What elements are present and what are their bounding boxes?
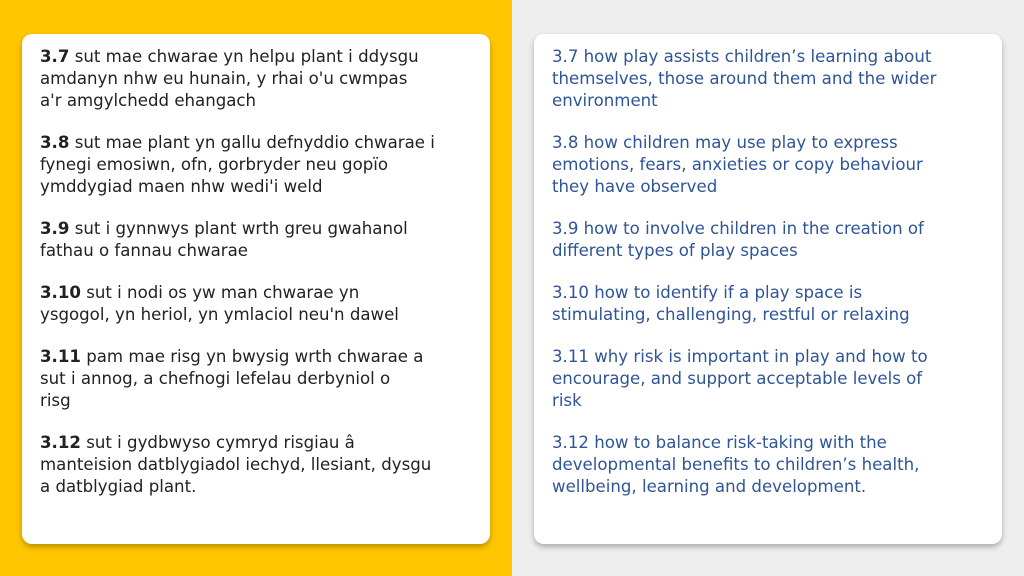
item-text: sut i gynnwys plant wrth greu gwahanol fathau o fannau chwarae (40, 219, 408, 260)
english-item-3-12: 3.12 how to balance risk-taking with the developmental benefits to children’s health, wellbeing, learning and development. (552, 433, 920, 496)
english-item-3-9: 3.9 how to involve children in the creation of different types of play spaces (552, 219, 924, 260)
item-number: 3.9 (40, 219, 70, 238)
welsh-item-3-8 (40, 132, 472, 198)
welsh-item-3-7 (40, 46, 472, 112)
welsh-item-3-11 (40, 346, 472, 412)
english-item-3-10: 3.10 how to identify if a play space is stimulating, challenging, restful or relaxing (552, 283, 910, 324)
item-text: sut mae plant yn gallu defnyddio chwarae i fynegi emosiwn, ofn, gorbryder neu gopïo ymddygiad maen nhw wedi'i weld (40, 133, 435, 196)
item-text: sut mae chwarae yn helpu plant i ddysgu amdanyn nhw eu hunain, y rhai o'u cwmpas a'r amgylchedd ehangach (40, 47, 419, 110)
item-number: 3.12 (40, 433, 81, 452)
english-item-3-8: 3.8 how children may use play to express emotions, fears, anxieties or copy behaviour they have observed (552, 133, 923, 196)
welsh-text-card (22, 34, 490, 544)
english-text-card (534, 34, 1002, 544)
item-number: 3.10 (40, 283, 81, 302)
item-text: sut i gydbwyso cymryd risgiau â manteision datblygiadol iechyd, llesiant, dysgu a datblygiad plant. (40, 433, 432, 496)
item-number: 3.7 (40, 47, 70, 66)
welsh-item-3-9 (40, 218, 472, 262)
item-text: pam mae risg yn bwysig wrth chwarae a sut i annog, a chefnogi lefelau derbyniol o risg (40, 347, 424, 410)
item-number: 3.8 (40, 133, 70, 152)
item-text: sut i nodi os yw man chwarae yn ysgogol, yn heriol, yn ymlaciol neu'n dawel (40, 283, 399, 324)
english-item-3-7: 3.7 how play assists children’s learning about themselves, those around them and the wider environment (552, 47, 937, 110)
english-item-3-11: 3.11 why risk is important in play and how to encourage, and support acceptable levels of risk (552, 347, 928, 410)
welsh-item-3-10 (40, 282, 472, 326)
item-number: 3.11 (40, 347, 81, 366)
welsh-item-3-12 (40, 432, 472, 498)
